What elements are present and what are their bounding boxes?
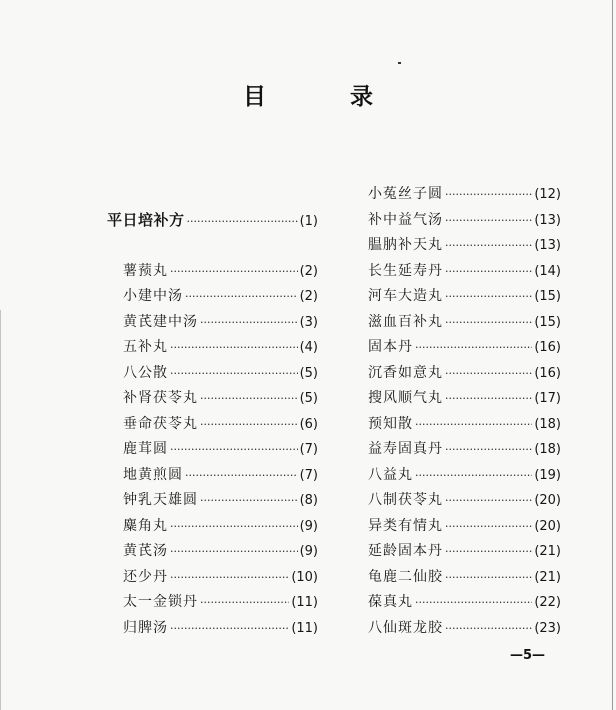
toc-entry bbox=[368, 490, 561, 510]
toc-leader-dots bbox=[170, 568, 289, 588]
toc-leader-dots bbox=[445, 185, 532, 205]
toc-leader-dots bbox=[445, 619, 532, 639]
toc-section-entry bbox=[107, 210, 318, 230]
toc-entry-page: (19) bbox=[534, 467, 561, 483]
toc-leader-dots bbox=[445, 568, 532, 588]
toc-entry bbox=[368, 414, 561, 434]
toc-entry-label: 异类有情丸 bbox=[368, 517, 443, 534]
toc-leader-dots bbox=[445, 313, 532, 333]
toc-entry-label: 小建中汤 bbox=[123, 288, 183, 304]
toc-entry-label: 小菟丝子圆 bbox=[368, 186, 443, 202]
toc-entry-page: (13) bbox=[534, 238, 561, 253]
toc-entry-page: (14) bbox=[534, 263, 561, 279]
toc-entry-page: (16) bbox=[534, 365, 561, 381]
toc-entry-page: (22) bbox=[534, 595, 561, 610]
toc-entry-page: (7) bbox=[299, 467, 318, 483]
toc-leader-dots bbox=[200, 593, 289, 613]
toc-entry-page: (9) bbox=[299, 544, 318, 559]
toc-entry bbox=[368, 261, 561, 281]
toc-entry bbox=[368, 388, 561, 408]
toc-entry-label: 八益丸 bbox=[368, 466, 413, 483]
toc-entry bbox=[123, 414, 318, 434]
toc-entry bbox=[123, 490, 318, 510]
toc-entry bbox=[368, 465, 561, 485]
toc-entry-label: 长生延寿丹 bbox=[368, 262, 443, 279]
toc-entry bbox=[123, 516, 318, 536]
toc-entry-label: 河车大造丸 bbox=[368, 288, 443, 304]
toc-entry-page: (1) bbox=[299, 214, 318, 229]
toc-entry-page: (5) bbox=[299, 391, 318, 406]
toc-entry-label: 薯蓣丸 bbox=[123, 262, 168, 279]
toc-entry bbox=[368, 363, 561, 383]
toc-entry bbox=[368, 567, 561, 587]
toc-entry-label: 腽肭补天丸 bbox=[368, 237, 443, 253]
toc-entry bbox=[368, 337, 561, 357]
toc-leader-dots bbox=[445, 491, 532, 511]
toc-entry bbox=[123, 541, 318, 561]
toc-entry-page: (15) bbox=[534, 314, 561, 330]
toc-leader-dots bbox=[445, 542, 532, 562]
toc-entry-label: 龟鹿二仙胶 bbox=[368, 568, 443, 585]
toc-leader-dots bbox=[445, 262, 532, 282]
scan-margin-mark bbox=[0, 310, 1, 710]
toc-entry bbox=[368, 210, 561, 230]
toc-entry-label: 固本丹 bbox=[368, 339, 413, 355]
toc-entry-label: 八仙斑龙胶 bbox=[368, 619, 443, 636]
toc-entry-page: (2) bbox=[299, 263, 318, 279]
toc-entry bbox=[123, 592, 318, 612]
toc-entry-page: (21) bbox=[534, 544, 561, 559]
toc-leader-dots bbox=[415, 593, 532, 613]
toc-entry bbox=[368, 618, 561, 638]
toc-entry bbox=[123, 388, 318, 408]
toc-entry-page: (23) bbox=[534, 620, 561, 636]
toc-leader-dots bbox=[415, 415, 532, 435]
toc-entry bbox=[123, 337, 318, 357]
toc-leader-dots bbox=[200, 389, 298, 409]
toc-leader-dots bbox=[187, 212, 298, 232]
toc-entry-page: (4) bbox=[299, 340, 318, 355]
toc-entry-page: (12) bbox=[534, 187, 561, 202]
toc-entry-page: (15) bbox=[534, 289, 561, 304]
toc-entry-page: (21) bbox=[534, 569, 561, 585]
toc-entry bbox=[368, 286, 561, 306]
toc-entry-label: 地黄煎圆 bbox=[123, 466, 183, 483]
toc-entry-page: (11) bbox=[291, 595, 318, 610]
toc-entry-page: (6) bbox=[299, 416, 318, 432]
toc-entry-page: (5) bbox=[299, 365, 318, 381]
toc-entry bbox=[123, 286, 318, 306]
toc-entry-label: 平日培补方 bbox=[107, 211, 185, 229]
toc-leader-dots bbox=[170, 440, 298, 460]
toc-leader-dots bbox=[170, 364, 298, 384]
toc-leader-dots bbox=[170, 338, 298, 358]
toc-leader-dots bbox=[185, 287, 298, 307]
toc-entry-label: 钟乳天雄圆 bbox=[123, 492, 198, 508]
toc-entry bbox=[368, 439, 561, 459]
toc-entry-label: 鹿茸圆 bbox=[123, 441, 168, 457]
toc-entry-page: (18) bbox=[534, 442, 561, 457]
toc-entry bbox=[123, 439, 318, 459]
toc-entry-label: 麋角丸 bbox=[123, 517, 168, 534]
toc-entry-label: 还少丹 bbox=[123, 568, 168, 585]
toc-entry-label: 黄芪汤 bbox=[123, 543, 168, 559]
toc-entry-page: (2) bbox=[299, 289, 318, 304]
toc-entry-page: (17) bbox=[534, 391, 561, 406]
toc-entry-label: 五补丸 bbox=[123, 339, 168, 355]
toc-leader-dots bbox=[170, 619, 289, 639]
toc-entry-label: 滋血百补丸 bbox=[368, 313, 443, 330]
toc-leader-dots bbox=[170, 262, 298, 282]
toc-entry-page: (20) bbox=[534, 518, 561, 534]
toc-entry bbox=[368, 516, 561, 536]
toc-entry-page: (18) bbox=[534, 416, 561, 432]
toc-entry-label: 太一金锁丹 bbox=[123, 594, 198, 610]
toc-leader-dots bbox=[200, 491, 298, 511]
toc-entry-label: 预知散 bbox=[368, 415, 413, 432]
toc-entry bbox=[368, 592, 561, 612]
toc-leader-dots bbox=[200, 313, 298, 333]
toc-entry-label: 垂命茯苓丸 bbox=[123, 415, 198, 432]
scan-speck bbox=[398, 62, 401, 64]
toc-leader-dots bbox=[445, 287, 532, 307]
toc-entry bbox=[123, 465, 318, 485]
toc-leader-dots bbox=[415, 466, 532, 486]
toc-entry bbox=[123, 312, 318, 332]
toc-entry-label: 沉香如意丸 bbox=[368, 364, 443, 381]
toc-entry-label: 延龄固本丹 bbox=[368, 543, 443, 559]
toc-leader-dots bbox=[445, 236, 532, 256]
toc-entry bbox=[368, 235, 561, 255]
toc-entry-page: (16) bbox=[534, 340, 561, 355]
toc-entry-page: (10) bbox=[291, 569, 318, 585]
toc-leader-dots bbox=[445, 389, 532, 409]
toc-entry-page: (20) bbox=[534, 493, 561, 508]
toc-entry-label: 黄芪建中汤 bbox=[123, 313, 198, 330]
toc-entry bbox=[368, 184, 561, 204]
toc-leader-dots bbox=[445, 440, 532, 460]
toc-entry-page: (11) bbox=[291, 620, 318, 636]
toc-entry bbox=[123, 363, 318, 383]
toc-leader-dots bbox=[445, 211, 532, 231]
toc-entry-page: (9) bbox=[299, 518, 318, 534]
toc-entry bbox=[368, 541, 561, 561]
toc-entry bbox=[123, 618, 318, 638]
toc-leader-dots bbox=[415, 338, 532, 358]
toc-entry-label: 补中益气汤 bbox=[368, 211, 443, 228]
toc-entry-label: 八公散 bbox=[123, 364, 168, 381]
toc-leader-dots bbox=[445, 517, 532, 537]
toc-leader-dots bbox=[185, 466, 298, 486]
page-number: —5— bbox=[510, 648, 546, 663]
toc-entry-label: 补肾茯苓丸 bbox=[123, 390, 198, 406]
toc-leader-dots bbox=[170, 542, 298, 562]
toc-entry-label: 益寿固真丹 bbox=[368, 441, 443, 457]
toc-leader-dots bbox=[445, 364, 532, 384]
toc-entry-page: (7) bbox=[299, 442, 318, 457]
toc-entry-page: (8) bbox=[299, 493, 318, 508]
toc-entry-label: 八制茯苓丸 bbox=[368, 492, 443, 508]
toc-leader-dots bbox=[200, 415, 298, 435]
toc-entry bbox=[368, 312, 561, 332]
toc-entry-page: (3) bbox=[299, 314, 318, 330]
toc-entry bbox=[123, 567, 318, 587]
page-title: 目 录 bbox=[242, 84, 411, 110]
toc-entry-label: 归脾汤 bbox=[123, 619, 168, 636]
toc-entry bbox=[123, 261, 318, 281]
toc-entry-page: (13) bbox=[534, 212, 561, 228]
toc-leader-dots bbox=[170, 517, 298, 537]
toc-entry-label: 葆真丸 bbox=[368, 594, 413, 610]
toc-entry-label: 搜风顺气丸 bbox=[368, 390, 443, 406]
